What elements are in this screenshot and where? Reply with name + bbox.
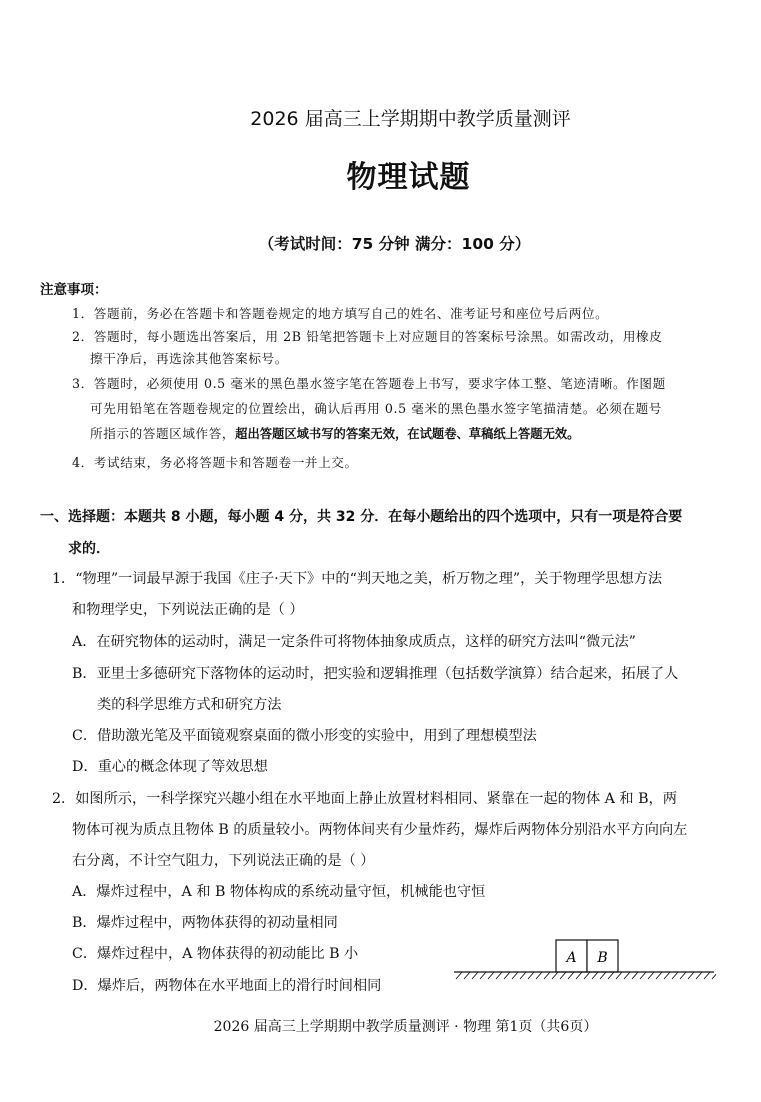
hatch-stroke bbox=[616, 972, 622, 979]
notice-item-2-line2: 擦干净后，再选涂其他答案标号。 bbox=[90, 351, 288, 366]
q2-option-d: D．爆炸后，两物体在水平地面上的滑行时间相同 bbox=[72, 978, 382, 994]
hatch-stroke bbox=[640, 972, 646, 979]
hatch-stroke bbox=[504, 972, 510, 979]
notice-item-3-plain: 所指示的答题区域作答， bbox=[90, 426, 236, 441]
q2-stem-line2: 物体可视为质点且物体 B 的质量较小。两物体间夹有少量炸药，爆炸后两物体分别沿水平方向向左 bbox=[72, 822, 688, 838]
hatch-stroke bbox=[664, 972, 670, 979]
q1-option-b-line2: 类的科学思维方式和研究方法 bbox=[97, 697, 282, 713]
hatch-stroke bbox=[680, 972, 686, 979]
section-heading-line2: 求的． bbox=[68, 541, 110, 557]
exam-title: 2026 届高三上学期期中教学质量测评 bbox=[250, 108, 571, 130]
hatch-stroke bbox=[488, 972, 494, 979]
hatch-stroke bbox=[568, 972, 574, 979]
hatch-stroke bbox=[704, 972, 710, 979]
hatch-stroke bbox=[464, 972, 470, 979]
notice-item-3-line3 bbox=[90, 423, 579, 442]
page-footer: 2026 届高三上学期期中教学质量测评 · 物理 第1页（共6页） bbox=[213, 1019, 598, 1035]
hatch-stroke bbox=[496, 972, 502, 979]
hatch-stroke bbox=[520, 972, 526, 979]
q2-option-c: C．爆炸过程中，A 物体获得的初动能比 B 小 bbox=[72, 946, 359, 962]
hatch-stroke bbox=[544, 972, 550, 979]
hatch-stroke bbox=[592, 972, 598, 979]
q2-stem-line1: 2．如图所示，一科学探究兴趣小组在水平地面上静止放置材料相同、紧靠在一起的物体 A 和 B，两 bbox=[52, 791, 677, 807]
hatch-stroke bbox=[576, 972, 582, 979]
q2-option-b: B．爆炸过程中，两物体获得的初动量相同 bbox=[72, 915, 338, 931]
exam-info: （考试时间：75 分钟 满分：100 分） bbox=[258, 235, 531, 253]
hatch-stroke bbox=[696, 972, 702, 979]
q1-stem-line2: 和物理学史，下列说法正确的是（ ） bbox=[72, 602, 304, 618]
hatch-stroke bbox=[712, 972, 716, 979]
hatch-stroke bbox=[688, 972, 694, 979]
hatch-stroke bbox=[608, 972, 614, 979]
hatch-stroke bbox=[672, 972, 678, 979]
block-b-label: B bbox=[597, 950, 608, 966]
notice-item-2-line1: 2．答题时，每小题选出答案后，用 2B 铅笔把答题卡上对应题目的答案标号涂黑。如需改动，用橡皮 bbox=[72, 329, 663, 344]
hatch-stroke bbox=[600, 972, 606, 979]
q2-stem-line3: 右分离，不计空气阻力，下列说法正确的是（ ） bbox=[72, 853, 375, 869]
q1-stem-line1: 1．“物理”一词最早源于我国《庄子·天下》中的“判天地之美，析万物之理”，关于物理学思想方法 bbox=[52, 571, 663, 587]
hatch-stroke bbox=[624, 972, 630, 979]
q1-option-c: C．借助激光笔及平面镜观察桌面的微小形变的实验中，用到了理想模型法 bbox=[72, 728, 537, 744]
notice-item-3-line2: 可先用铅笔在答题卷规定的位置绘出，确认后再用 0.5 毫米的黑色墨水签字笔描清楚。必须在题号 bbox=[90, 401, 662, 416]
hatch-stroke bbox=[512, 972, 518, 979]
hatch-stroke bbox=[560, 972, 566, 979]
hatch-stroke bbox=[632, 972, 638, 979]
hatch-stroke bbox=[472, 972, 478, 979]
notice-item-4: 4．考试结束，务必将答题卡和答题卷一并上交。 bbox=[72, 455, 358, 470]
hatch-stroke bbox=[456, 972, 462, 979]
q1-option-a: A．在研究物体的运动时，满足一定条件可将物体抽象成质点，这样的研究方法叫“微元法” bbox=[72, 634, 636, 650]
hatch-stroke bbox=[656, 972, 662, 979]
blocks-on-ground-figure bbox=[452, 934, 716, 984]
q2-option-a: A．爆炸过程中，A 和 B 物体构成的系统动量守恒，机械能也守恒 bbox=[72, 884, 486, 900]
q1-option-d: D．重心的概念体现了等效思想 bbox=[72, 759, 268, 775]
q1-option-b-line1: B．亚里士多德研究下落物体的运动时，把实验和逻辑推理（包括数学演算）结合起来，拓展了人 bbox=[72, 666, 679, 682]
notice-title: 注意事项： bbox=[40, 282, 108, 298]
notice-item-3-line1: 3．答题时，必须使用 0.5 毫米的黑色墨水签字笔在答题卷上书写，要求字体工整、笔迹清晰。作图题 bbox=[72, 376, 666, 391]
hatch-stroke bbox=[648, 972, 654, 979]
notice-item-1: 1．答题前，务必在答题卡和答题卷规定的地方填写自己的姓名、准考证号和座位号后两位。 bbox=[72, 306, 609, 321]
hatch-stroke bbox=[584, 972, 590, 979]
subject-title: 物理试题 bbox=[346, 160, 471, 195]
hatch-stroke bbox=[552, 972, 558, 979]
hatch-stroke bbox=[536, 972, 542, 979]
hatch-stroke bbox=[528, 972, 534, 979]
section-heading-line1: 一、选择题：本题共 8 小题，每小题 4 分，共 32 分．在每小题给出的四个选项中，只有一项是符合要 bbox=[40, 509, 683, 525]
notice-item-3-bold: 超出答题区域书写的答案无效，在试题卷、草稿纸上答题无效。 bbox=[235, 427, 580, 441]
block-a-label: A bbox=[566, 950, 577, 966]
ground-hatching bbox=[456, 972, 716, 979]
hatch-stroke bbox=[480, 972, 486, 979]
